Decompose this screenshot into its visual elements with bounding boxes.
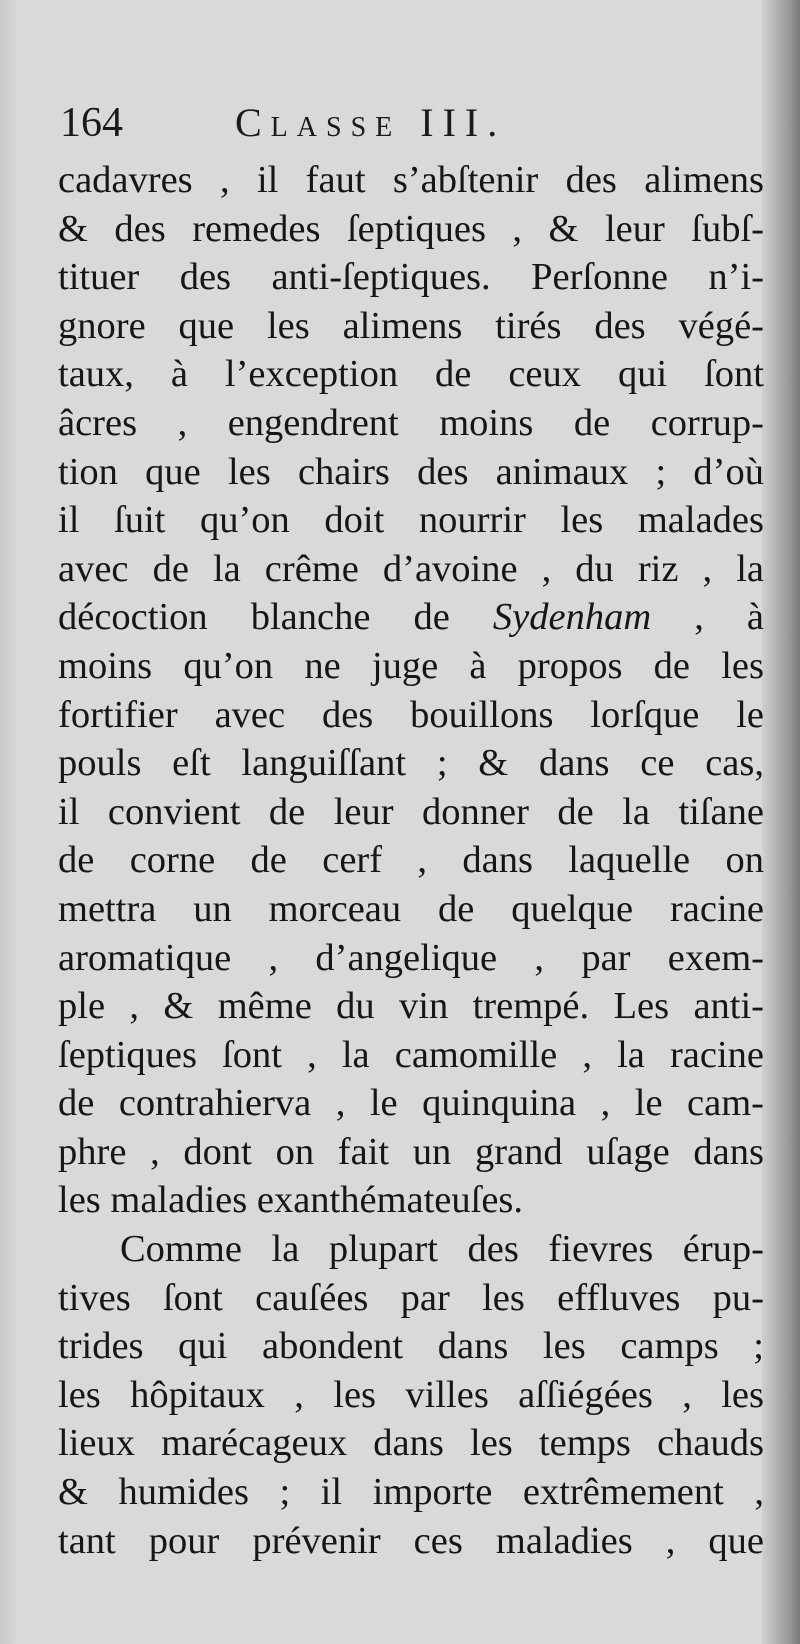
text-line: lieux marécageux dans les temps chauds — [58, 1422, 764, 1465]
text-line: tion que les chairs des animaux ; d’où — [58, 450, 764, 493]
page-number: 164 — [60, 100, 123, 146]
text-segment: , à — [651, 596, 764, 639]
text-line: tives ſont cauſées par les effluves pu- — [58, 1276, 764, 1319]
text-line: trides qui abondent dans les camps ; — [58, 1325, 764, 1368]
text-line: les hôpitaux , les villes aſſiégées , les — [58, 1373, 764, 1416]
text-line: tituer des anti-ſeptiques. Perſonne n’i- — [58, 256, 764, 299]
text-line: de corne de cerf , dans laquelle on — [58, 839, 764, 882]
italic-name-sydenham: Sydenham — [492, 596, 652, 639]
text-line: il convient de leur donner de la tiſane — [58, 790, 764, 833]
text-line: mettra un morceau de quelque racine — [58, 887, 764, 930]
page-edge-shadow-left — [0, 0, 18, 1644]
text-line: ſeptiques ſont , la camomille , la racine — [58, 1033, 764, 1076]
page-gutter-shadow — [762, 0, 800, 1644]
text-line: ple , & même du vin trempé. Les anti- — [58, 985, 764, 1028]
body-text — [58, 156, 764, 1565]
text-line: de contrahierva , le quinquina , le cam- — [58, 1082, 764, 1125]
running-head: Classe III. — [235, 100, 507, 145]
page-header — [60, 96, 760, 150]
paragraph-start-line: Comme la plupart des fievres érup- — [120, 1228, 764, 1271]
text-line: avec de la crême d’avoine , du riz , la — [58, 547, 764, 590]
text-line: gnore que les alimens tirés des végé- — [58, 304, 764, 347]
text-line: pouls eſt languiſſant ; & dans ce cas, — [58, 742, 764, 785]
text-line: moins qu’on ne juge à propos de les — [58, 644, 764, 687]
paragraph-end-line: les maladies exanthémateuſes. — [58, 1179, 524, 1222]
text-line: fortifier avec des bouillons lorſque le — [58, 693, 764, 736]
text-line: tant pour prévenir ces maladies , que — [58, 1519, 764, 1562]
text-line: âcres , engendrent moins de corrup- — [58, 401, 764, 444]
text-line: cadavres , il faut s’abſtenir des alimens — [58, 159, 764, 201]
text-line-with-italic — [58, 593, 764, 642]
text-line: phre , dont on fait un grand uſage dans — [58, 1130, 764, 1173]
text-line: & humides ; il importe extrêmement , — [58, 1471, 764, 1514]
text-segment: décoction blanche de — [58, 596, 493, 639]
text-line: aromatique , d’angelique , par exem- — [58, 936, 764, 979]
text-line: il ſuit qu’on doit nourrir les malades — [58, 499, 764, 542]
text-line: & des remedes ſeptiques , & leur ſubſ- — [58, 207, 764, 250]
text-line: taux, à l’exception de ceux qui ſont — [58, 353, 764, 396]
